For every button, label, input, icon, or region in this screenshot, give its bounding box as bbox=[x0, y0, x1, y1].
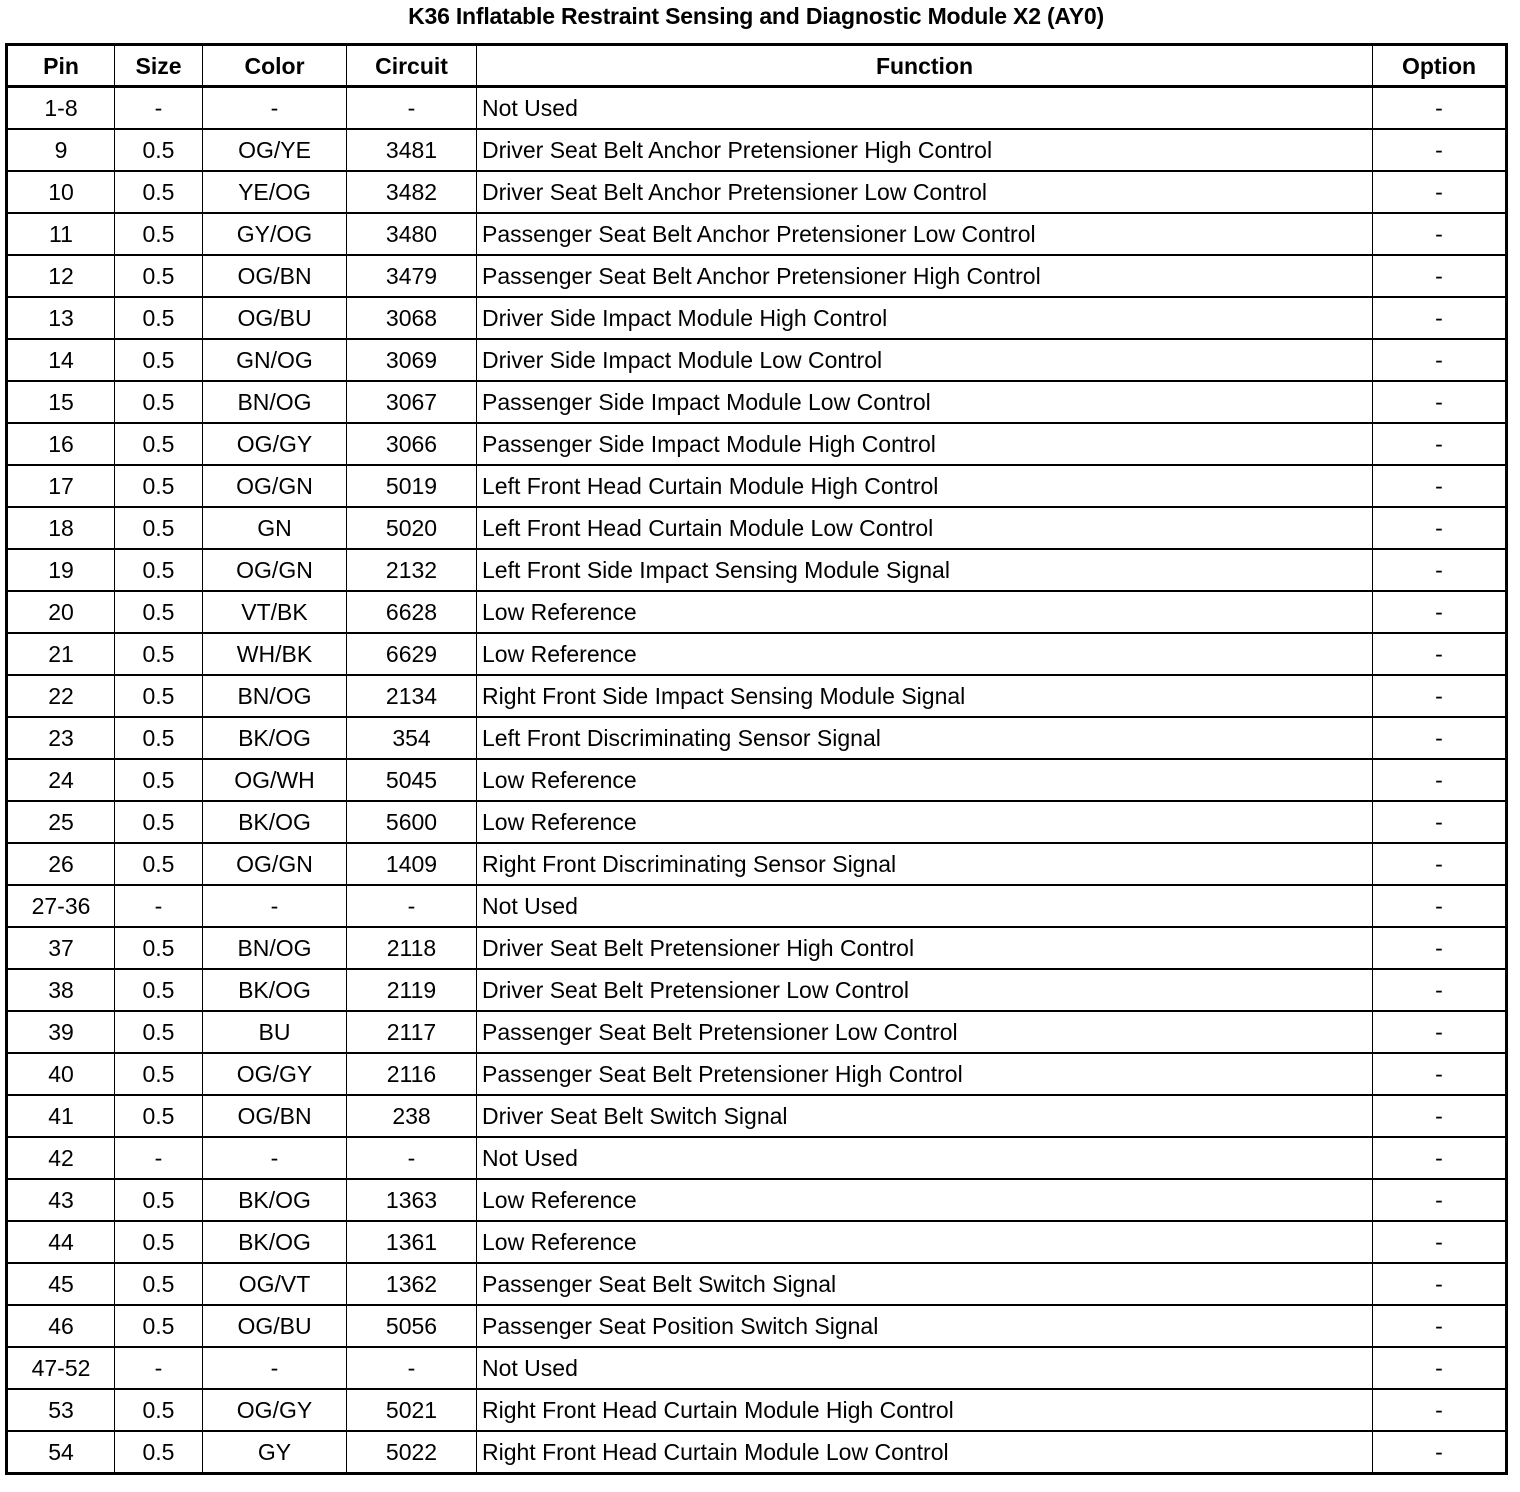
document-title: K36 Inflatable Restraint Sensing and Diagnostic Module X2 (AY0) bbox=[408, 3, 1104, 29]
cell-size: 0.5 bbox=[115, 1389, 203, 1431]
cell-color: OG/GY bbox=[203, 1389, 347, 1431]
cell-circuit: 1362 bbox=[347, 1263, 477, 1305]
cell-pin: 13 bbox=[7, 297, 115, 339]
cell-size: 0.5 bbox=[115, 717, 203, 759]
cell-function: Right Front Head Curtain Module High Control bbox=[477, 1389, 1373, 1431]
cell-option: - bbox=[1373, 507, 1507, 549]
cell-circuit: 2116 bbox=[347, 1053, 477, 1095]
cell-size: 0.5 bbox=[115, 633, 203, 675]
cell-circuit: 3067 bbox=[347, 381, 477, 423]
cell-color: OG/GY bbox=[203, 1053, 347, 1095]
cell-function: Passenger Seat Position Switch Signal bbox=[477, 1305, 1373, 1347]
cell-color: WH/BK bbox=[203, 633, 347, 675]
cell-circuit: 2118 bbox=[347, 927, 477, 969]
cell-option: - bbox=[1373, 465, 1507, 507]
cell-size: 0.5 bbox=[115, 381, 203, 423]
cell-option: - bbox=[1373, 1431, 1507, 1474]
cell-size: 0.5 bbox=[115, 591, 203, 633]
cell-circuit: - bbox=[347, 1347, 477, 1389]
table-row bbox=[7, 1347, 1507, 1389]
cell-circuit: 3066 bbox=[347, 423, 477, 465]
table-row bbox=[7, 801, 1507, 843]
cell-circuit: 6629 bbox=[347, 633, 477, 675]
cell-option: - bbox=[1373, 339, 1507, 381]
cell-pin: 15 bbox=[7, 381, 115, 423]
cell-pin: 17 bbox=[7, 465, 115, 507]
cell-color: OG/YE bbox=[203, 129, 347, 171]
table-row bbox=[7, 885, 1507, 927]
cell-pin: 12 bbox=[7, 255, 115, 297]
cell-size: 0.5 bbox=[115, 843, 203, 885]
header-color: Color bbox=[203, 45, 347, 87]
cell-circuit: 1361 bbox=[347, 1221, 477, 1263]
table-row bbox=[7, 465, 1507, 507]
cell-color: BN/OG bbox=[203, 381, 347, 423]
cell-function: Low Reference bbox=[477, 1179, 1373, 1221]
cell-pin: 18 bbox=[7, 507, 115, 549]
cell-function: Low Reference bbox=[477, 801, 1373, 843]
cell-circuit: 1409 bbox=[347, 843, 477, 885]
cell-size: 0.5 bbox=[115, 339, 203, 381]
cell-function: Not Used bbox=[477, 885, 1373, 927]
cell-color: OG/GN bbox=[203, 843, 347, 885]
cell-color: - bbox=[203, 87, 347, 130]
cell-size: 0.5 bbox=[115, 171, 203, 213]
cell-pin: 27-36 bbox=[7, 885, 115, 927]
cell-circuit: 2134 bbox=[347, 675, 477, 717]
cell-circuit: 5045 bbox=[347, 759, 477, 801]
cell-function: Passenger Side Impact Module High Control bbox=[477, 423, 1373, 465]
cell-option: - bbox=[1373, 423, 1507, 465]
cell-size: 0.5 bbox=[115, 1431, 203, 1474]
cell-size: 0.5 bbox=[115, 1053, 203, 1095]
cell-circuit: 2117 bbox=[347, 1011, 477, 1053]
cell-circuit: 5020 bbox=[347, 507, 477, 549]
cell-option: - bbox=[1373, 1263, 1507, 1305]
cell-circuit: 6628 bbox=[347, 591, 477, 633]
cell-pin: 11 bbox=[7, 213, 115, 255]
cell-function: Passenger Seat Belt Pretensioner High Control bbox=[477, 1053, 1373, 1095]
cell-function: Passenger Seat Belt Anchor Pretensioner Low Control bbox=[477, 213, 1373, 255]
cell-size: 0.5 bbox=[115, 213, 203, 255]
cell-color: OG/GY bbox=[203, 423, 347, 465]
cell-color: OG/BN bbox=[203, 255, 347, 297]
cell-option: - bbox=[1373, 297, 1507, 339]
cell-function: Passenger Seat Belt Switch Signal bbox=[477, 1263, 1373, 1305]
cell-pin: 10 bbox=[7, 171, 115, 213]
cell-function: Low Reference bbox=[477, 591, 1373, 633]
table-row bbox=[7, 1431, 1507, 1474]
cell-pin: 24 bbox=[7, 759, 115, 801]
cell-circuit: 1363 bbox=[347, 1179, 477, 1221]
cell-function: Right Front Head Curtain Module Low Control bbox=[477, 1431, 1373, 1474]
cell-circuit: 3481 bbox=[347, 129, 477, 171]
cell-option: - bbox=[1373, 675, 1507, 717]
cell-size: 0.5 bbox=[115, 549, 203, 591]
cell-color: VT/BK bbox=[203, 591, 347, 633]
cell-pin: 43 bbox=[7, 1179, 115, 1221]
cell-color: BK/OG bbox=[203, 717, 347, 759]
cell-size: 0.5 bbox=[115, 1179, 203, 1221]
cell-size: 0.5 bbox=[115, 1011, 203, 1053]
cell-option: - bbox=[1373, 969, 1507, 1011]
cell-circuit: 354 bbox=[347, 717, 477, 759]
cell-pin: 14 bbox=[7, 339, 115, 381]
cell-color: BK/OG bbox=[203, 801, 347, 843]
cell-pin: 39 bbox=[7, 1011, 115, 1053]
cell-circuit: 3068 bbox=[347, 297, 477, 339]
cell-function: Left Front Side Impact Sensing Module Signal bbox=[477, 549, 1373, 591]
pinout-table bbox=[5, 43, 1508, 1475]
cell-circuit: - bbox=[347, 885, 477, 927]
cell-option: - bbox=[1373, 1011, 1507, 1053]
table-row bbox=[7, 507, 1507, 549]
cell-color: GY/OG bbox=[203, 213, 347, 255]
cell-option: - bbox=[1373, 843, 1507, 885]
cell-color: - bbox=[203, 1137, 347, 1179]
table-row bbox=[7, 969, 1507, 1011]
table-row bbox=[7, 927, 1507, 969]
cell-pin: 37 bbox=[7, 927, 115, 969]
cell-function: Driver Seat Belt Anchor Pretensioner Low Control bbox=[477, 171, 1373, 213]
cell-size: 0.5 bbox=[115, 801, 203, 843]
table-row bbox=[7, 129, 1507, 171]
table-row bbox=[7, 339, 1507, 381]
cell-color: GY bbox=[203, 1431, 347, 1474]
cell-pin: 40 bbox=[7, 1053, 115, 1095]
table-row bbox=[7, 1221, 1507, 1263]
table-row bbox=[7, 1389, 1507, 1431]
cell-function: Low Reference bbox=[477, 759, 1373, 801]
table-row bbox=[7, 1263, 1507, 1305]
cell-color: BK/OG bbox=[203, 969, 347, 1011]
cell-function: Passenger Side Impact Module Low Control bbox=[477, 381, 1373, 423]
cell-pin: 16 bbox=[7, 423, 115, 465]
header-row bbox=[7, 45, 1507, 87]
cell-option: - bbox=[1373, 213, 1507, 255]
cell-color: OG/BU bbox=[203, 1305, 347, 1347]
table-row bbox=[7, 381, 1507, 423]
cell-size: 0.5 bbox=[115, 759, 203, 801]
cell-color: BK/OG bbox=[203, 1221, 347, 1263]
cell-circuit: 5056 bbox=[347, 1305, 477, 1347]
header-circuit: Circuit bbox=[347, 45, 477, 87]
cell-size: 0.5 bbox=[115, 1263, 203, 1305]
cell-color: YE/OG bbox=[203, 171, 347, 213]
cell-color: OG/GN bbox=[203, 549, 347, 591]
cell-function: Passenger Seat Belt Anchor Pretensioner High Control bbox=[477, 255, 1373, 297]
cell-option: - bbox=[1373, 885, 1507, 927]
cell-pin: 26 bbox=[7, 843, 115, 885]
cell-function: Driver Seat Belt Anchor Pretensioner High Control bbox=[477, 129, 1373, 171]
cell-color: OG/VT bbox=[203, 1263, 347, 1305]
table-row bbox=[7, 633, 1507, 675]
cell-circuit: 3069 bbox=[347, 339, 477, 381]
cell-color: BU bbox=[203, 1011, 347, 1053]
cell-circuit: - bbox=[347, 1137, 477, 1179]
cell-option: - bbox=[1373, 1389, 1507, 1431]
cell-option: - bbox=[1373, 717, 1507, 759]
table-row bbox=[7, 675, 1507, 717]
cell-color: GN/OG bbox=[203, 339, 347, 381]
table-row bbox=[7, 87, 1507, 130]
cell-size: 0.5 bbox=[115, 465, 203, 507]
cell-option: - bbox=[1373, 1179, 1507, 1221]
cell-option: - bbox=[1373, 1137, 1507, 1179]
cell-color: BN/OG bbox=[203, 927, 347, 969]
table-row bbox=[7, 1011, 1507, 1053]
cell-function: Not Used bbox=[477, 87, 1373, 130]
cell-size: 0.5 bbox=[115, 297, 203, 339]
cell-function: Not Used bbox=[477, 1137, 1373, 1179]
cell-size: 0.5 bbox=[115, 927, 203, 969]
cell-color: OG/BU bbox=[203, 297, 347, 339]
cell-size: 0.5 bbox=[115, 1221, 203, 1263]
cell-size: 0.5 bbox=[115, 423, 203, 465]
cell-pin: 25 bbox=[7, 801, 115, 843]
cell-option: - bbox=[1373, 255, 1507, 297]
cell-circuit: 238 bbox=[347, 1095, 477, 1137]
cell-circuit: 2132 bbox=[347, 549, 477, 591]
table-row bbox=[7, 1095, 1507, 1137]
table-row bbox=[7, 213, 1507, 255]
cell-function: Right Front Discriminating Sensor Signal bbox=[477, 843, 1373, 885]
cell-function: Driver Seat Belt Switch Signal bbox=[477, 1095, 1373, 1137]
cell-size: 0.5 bbox=[115, 969, 203, 1011]
cell-option: - bbox=[1373, 1221, 1507, 1263]
header-option: Option bbox=[1373, 45, 1507, 87]
cell-function: Left Front Head Curtain Module Low Control bbox=[477, 507, 1373, 549]
table-row bbox=[7, 423, 1507, 465]
cell-circuit: 5600 bbox=[347, 801, 477, 843]
cell-circuit: 3479 bbox=[347, 255, 477, 297]
cell-color: BK/OG bbox=[203, 1179, 347, 1221]
cell-function: Low Reference bbox=[477, 633, 1373, 675]
table-row bbox=[7, 843, 1507, 885]
cell-color: OG/GN bbox=[203, 465, 347, 507]
table-row bbox=[7, 1137, 1507, 1179]
cell-circuit: - bbox=[347, 87, 477, 130]
header-size: Size bbox=[115, 45, 203, 87]
cell-function: Driver Seat Belt Pretensioner Low Control bbox=[477, 969, 1373, 1011]
header-pin: Pin bbox=[7, 45, 115, 87]
cell-color: GN bbox=[203, 507, 347, 549]
cell-option: - bbox=[1373, 171, 1507, 213]
cell-size: 0.5 bbox=[115, 255, 203, 297]
cell-option: - bbox=[1373, 927, 1507, 969]
cell-size: 0.5 bbox=[115, 129, 203, 171]
cell-color: - bbox=[203, 885, 347, 927]
header-function: Function bbox=[477, 45, 1373, 87]
table-row bbox=[7, 255, 1507, 297]
cell-option: - bbox=[1373, 1305, 1507, 1347]
cell-circuit: 5022 bbox=[347, 1431, 477, 1474]
pinout-body bbox=[7, 87, 1507, 1474]
cell-pin: 21 bbox=[7, 633, 115, 675]
cell-size: - bbox=[115, 1347, 203, 1389]
cell-option: - bbox=[1373, 1053, 1507, 1095]
cell-function: Low Reference bbox=[477, 1221, 1373, 1263]
table-row bbox=[7, 591, 1507, 633]
cell-size: - bbox=[115, 1137, 203, 1179]
cell-pin: 54 bbox=[7, 1431, 115, 1474]
cell-option: - bbox=[1373, 381, 1507, 423]
cell-pin: 19 bbox=[7, 549, 115, 591]
cell-size: 0.5 bbox=[115, 675, 203, 717]
cell-circuit: 3480 bbox=[347, 213, 477, 255]
cell-pin: 44 bbox=[7, 1221, 115, 1263]
cell-option: - bbox=[1373, 759, 1507, 801]
cell-function: Driver Side Impact Module High Control bbox=[477, 297, 1373, 339]
cell-circuit: 5021 bbox=[347, 1389, 477, 1431]
cell-function: Driver Seat Belt Pretensioner High Control bbox=[477, 927, 1373, 969]
cell-color: - bbox=[203, 1347, 347, 1389]
cell-function: Right Front Side Impact Sensing Module Signal bbox=[477, 675, 1373, 717]
cell-circuit: 2119 bbox=[347, 969, 477, 1011]
cell-function: Left Front Head Curtain Module High Control bbox=[477, 465, 1373, 507]
cell-color: BN/OG bbox=[203, 675, 347, 717]
table-row bbox=[7, 549, 1507, 591]
cell-option: - bbox=[1373, 801, 1507, 843]
cell-option: - bbox=[1373, 633, 1507, 675]
table-row bbox=[7, 1053, 1507, 1095]
cell-size: - bbox=[115, 885, 203, 927]
cell-pin: 20 bbox=[7, 591, 115, 633]
cell-pin: 42 bbox=[7, 1137, 115, 1179]
cell-option: - bbox=[1373, 1095, 1507, 1137]
cell-size: 0.5 bbox=[115, 1305, 203, 1347]
cell-pin: 23 bbox=[7, 717, 115, 759]
table-row bbox=[7, 297, 1507, 339]
cell-pin: 22 bbox=[7, 675, 115, 717]
table-row bbox=[7, 717, 1507, 759]
cell-option: - bbox=[1373, 549, 1507, 591]
table-row bbox=[7, 1179, 1507, 1221]
cell-function: Passenger Seat Belt Pretensioner Low Control bbox=[477, 1011, 1373, 1053]
table-row bbox=[7, 171, 1507, 213]
cell-function: Driver Side Impact Module Low Control bbox=[477, 339, 1373, 381]
cell-pin: 41 bbox=[7, 1095, 115, 1137]
cell-color: OG/BN bbox=[203, 1095, 347, 1137]
cell-option: - bbox=[1373, 87, 1507, 130]
cell-color: OG/WH bbox=[203, 759, 347, 801]
cell-size: - bbox=[115, 87, 203, 130]
cell-pin: 47-52 bbox=[7, 1347, 115, 1389]
cell-size: 0.5 bbox=[115, 507, 203, 549]
table-row bbox=[7, 759, 1507, 801]
cell-function: Left Front Discriminating Sensor Signal bbox=[477, 717, 1373, 759]
cell-option: - bbox=[1373, 1347, 1507, 1389]
cell-pin: 45 bbox=[7, 1263, 115, 1305]
cell-function: Not Used bbox=[477, 1347, 1373, 1389]
cell-option: - bbox=[1373, 591, 1507, 633]
cell-circuit: 5019 bbox=[347, 465, 477, 507]
cell-pin: 46 bbox=[7, 1305, 115, 1347]
cell-option: - bbox=[1373, 129, 1507, 171]
cell-pin: 38 bbox=[7, 969, 115, 1011]
cell-pin: 53 bbox=[7, 1389, 115, 1431]
cell-circuit: 3482 bbox=[347, 171, 477, 213]
table-row bbox=[7, 1305, 1507, 1347]
cell-pin: 1-8 bbox=[7, 87, 115, 130]
cell-size: 0.5 bbox=[115, 1095, 203, 1137]
cell-pin: 9 bbox=[7, 129, 115, 171]
